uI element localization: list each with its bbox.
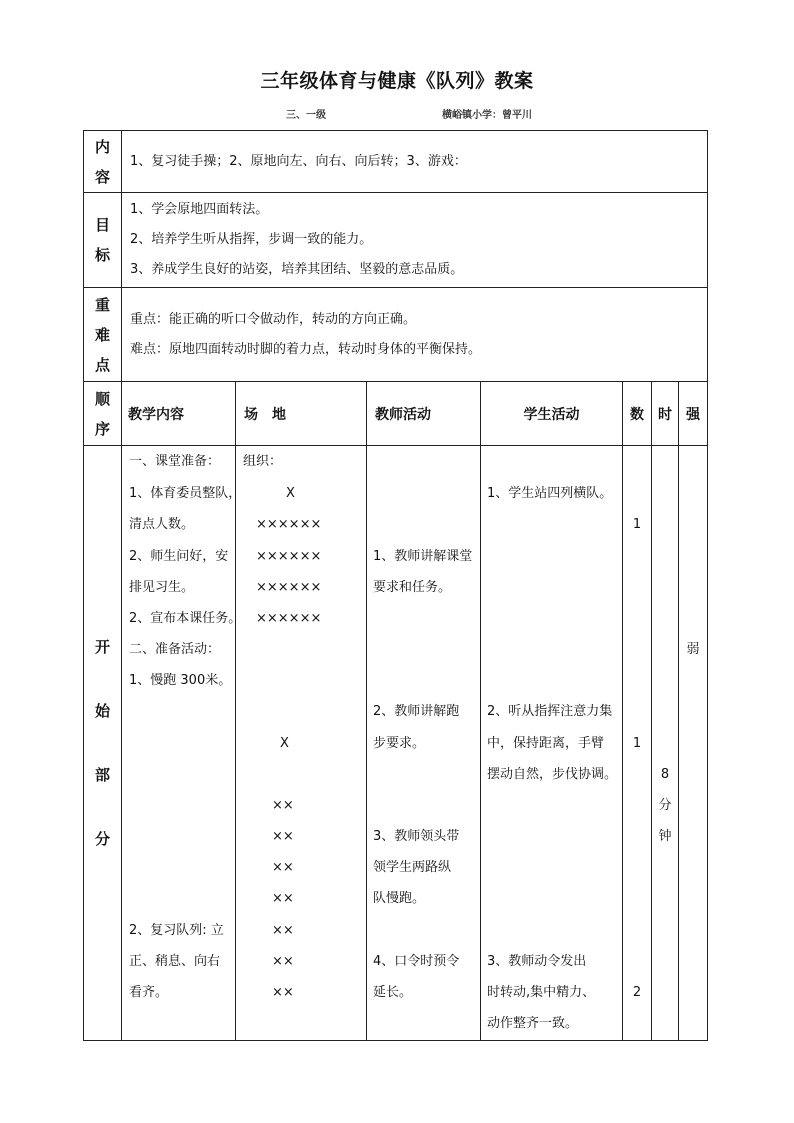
teacher-line: 4、口令时预令: [373, 954, 460, 969]
formation-row: ××××××: [256, 549, 322, 564]
teacher-line: 延长。: [373, 985, 413, 1000]
start-section-label: [84, 446, 122, 1041]
teaching-content-header: 教学内容: [122, 382, 236, 446]
formation-row: ××: [272, 860, 294, 875]
formation-row: ××××××: [256, 580, 322, 595]
lesson-plan-table: [83, 130, 708, 1041]
site-label: 组织：: [243, 454, 283, 469]
formation-row: ××: [272, 954, 294, 969]
teacher-line: 3、教师领头带: [373, 829, 460, 844]
teaching-line: 1、慢跑 300米。: [129, 673, 232, 688]
grade-line: 三、一级: [286, 110, 326, 121]
site-header: 场 地: [236, 382, 367, 446]
goal-label-char: 目: [94, 216, 110, 234]
teaching-line: 二、准备活动：: [129, 642, 221, 657]
teacher-line: 领学生两路纵: [373, 860, 452, 875]
goal-label: [84, 193, 122, 288]
teaching-line: 正、稍息、向右: [129, 954, 221, 969]
teaching-line: 2、宣布本课任务。: [129, 611, 242, 626]
teaching-line: 1、体育委员整队，: [129, 486, 242, 501]
time-value: 钟: [658, 829, 672, 844]
start-label-char: 部: [94, 766, 110, 784]
formation-row: ××××××: [256, 517, 322, 532]
school-teacher-line: 横峪镇小学：曾平川: [442, 110, 532, 121]
student-line: 中，保持距离，手臂: [487, 736, 605, 751]
formation-row: ××: [272, 923, 294, 938]
teacher-line: 步要求。: [373, 736, 426, 751]
column-header-row: [84, 382, 708, 446]
formation-row: ××: [272, 891, 294, 906]
teaching-line: 排见习生。: [129, 580, 195, 595]
start-section-row: [84, 446, 708, 1041]
formation-row: ××: [272, 798, 294, 813]
key-line: 重点：能正确的听口令做动作，转动的方向正确。: [130, 311, 417, 327]
key-label-char: 点: [94, 355, 110, 374]
start-student-activity: [481, 446, 623, 1041]
key-label-char: 难: [94, 325, 110, 344]
student-line: 2、听从指挥注意力集: [487, 704, 613, 719]
teaching-line: 清点人数。: [129, 517, 195, 532]
goal-line: 3、养成学生良好的站姿，培养其团结、坚毅的意志品质。: [130, 262, 464, 277]
time-value: 分: [658, 798, 672, 813]
teacher-line: 要求和任务。: [373, 580, 452, 595]
teaching-line: 看齐。: [129, 985, 169, 1000]
goal-line: 2、培养学生听从指挥，步调一致的能力。: [130, 232, 373, 247]
count-value: 1: [632, 517, 642, 532]
start-label-char: 分: [94, 830, 110, 848]
student-line: 动作整齐一致。: [487, 1016, 579, 1031]
start-label-char: 开: [94, 638, 110, 656]
teaching-line: 2、复习队列: 立: [129, 923, 224, 938]
formation-row: ××: [272, 829, 294, 844]
intensity-value: 弱: [686, 642, 700, 657]
time-value: 8: [660, 767, 670, 782]
formation-row: ××××××: [256, 611, 322, 626]
start-site-formation: [236, 446, 367, 1041]
content-label-char: 内: [94, 137, 110, 156]
teacher-activity-header: 教师活动: [367, 382, 481, 446]
time-header: 时: [652, 382, 679, 446]
student-line: 时转动,集中精力、: [487, 985, 596, 1000]
student-activity-header: 学生活动: [481, 382, 623, 446]
count-value: 2: [632, 985, 642, 1000]
start-intensity: [679, 446, 708, 1041]
content-text: 1、复习徒手操；2、原地向左、向右、向后转；3、游戏：: [122, 131, 708, 193]
teacher-line: 2、教师讲解跑: [373, 704, 460, 719]
order-header: [84, 382, 122, 446]
key-label-char: 重: [94, 295, 110, 314]
start-teaching-content: [122, 446, 242, 1041]
goal-line: 1、学会原地四面转法。: [130, 202, 269, 217]
goal-label-char: 标: [94, 246, 110, 264]
intensity-header: 强: [679, 382, 708, 446]
formation-row: ××: [272, 985, 294, 1000]
key-points-row: [84, 288, 708, 382]
teacher-line: 1、教师讲解课堂: [373, 549, 473, 564]
goal-text: [122, 193, 708, 288]
start-count: [623, 446, 652, 1041]
student-line: 3、教师动令发出: [487, 954, 587, 969]
count-value: 1: [632, 736, 642, 751]
student-line: 摆动自然，步伐协调。: [487, 767, 618, 782]
page-title: 三年级体育与健康《队列》教案: [260, 70, 534, 92]
key-points-text: [122, 288, 708, 382]
teaching-line: 一、课堂准备：: [129, 454, 221, 469]
start-teacher-activity: [367, 446, 481, 1041]
order-header-char: 序: [94, 419, 110, 438]
order-header-char: 顺: [94, 389, 110, 408]
key-points-label: [84, 288, 122, 382]
start-label-char: 始: [94, 702, 110, 720]
teacher-line: 队慢跑。: [373, 891, 426, 906]
key-line: 难点：原地四面转动时脚的着力点，转动时身体的平衡保持。: [130, 341, 482, 357]
content-row: [84, 131, 708, 193]
formation-row: X: [286, 486, 295, 501]
start-time: [652, 446, 679, 1041]
content-label-char: 容: [94, 167, 110, 186]
count-header: 数: [623, 382, 652, 446]
formation-row: X: [280, 736, 289, 751]
content-label: [84, 131, 122, 193]
goal-row: [84, 193, 708, 288]
student-line: 1、学生站四列横队。: [487, 486, 613, 501]
teaching-line: 2、师生问好，安: [129, 549, 229, 564]
